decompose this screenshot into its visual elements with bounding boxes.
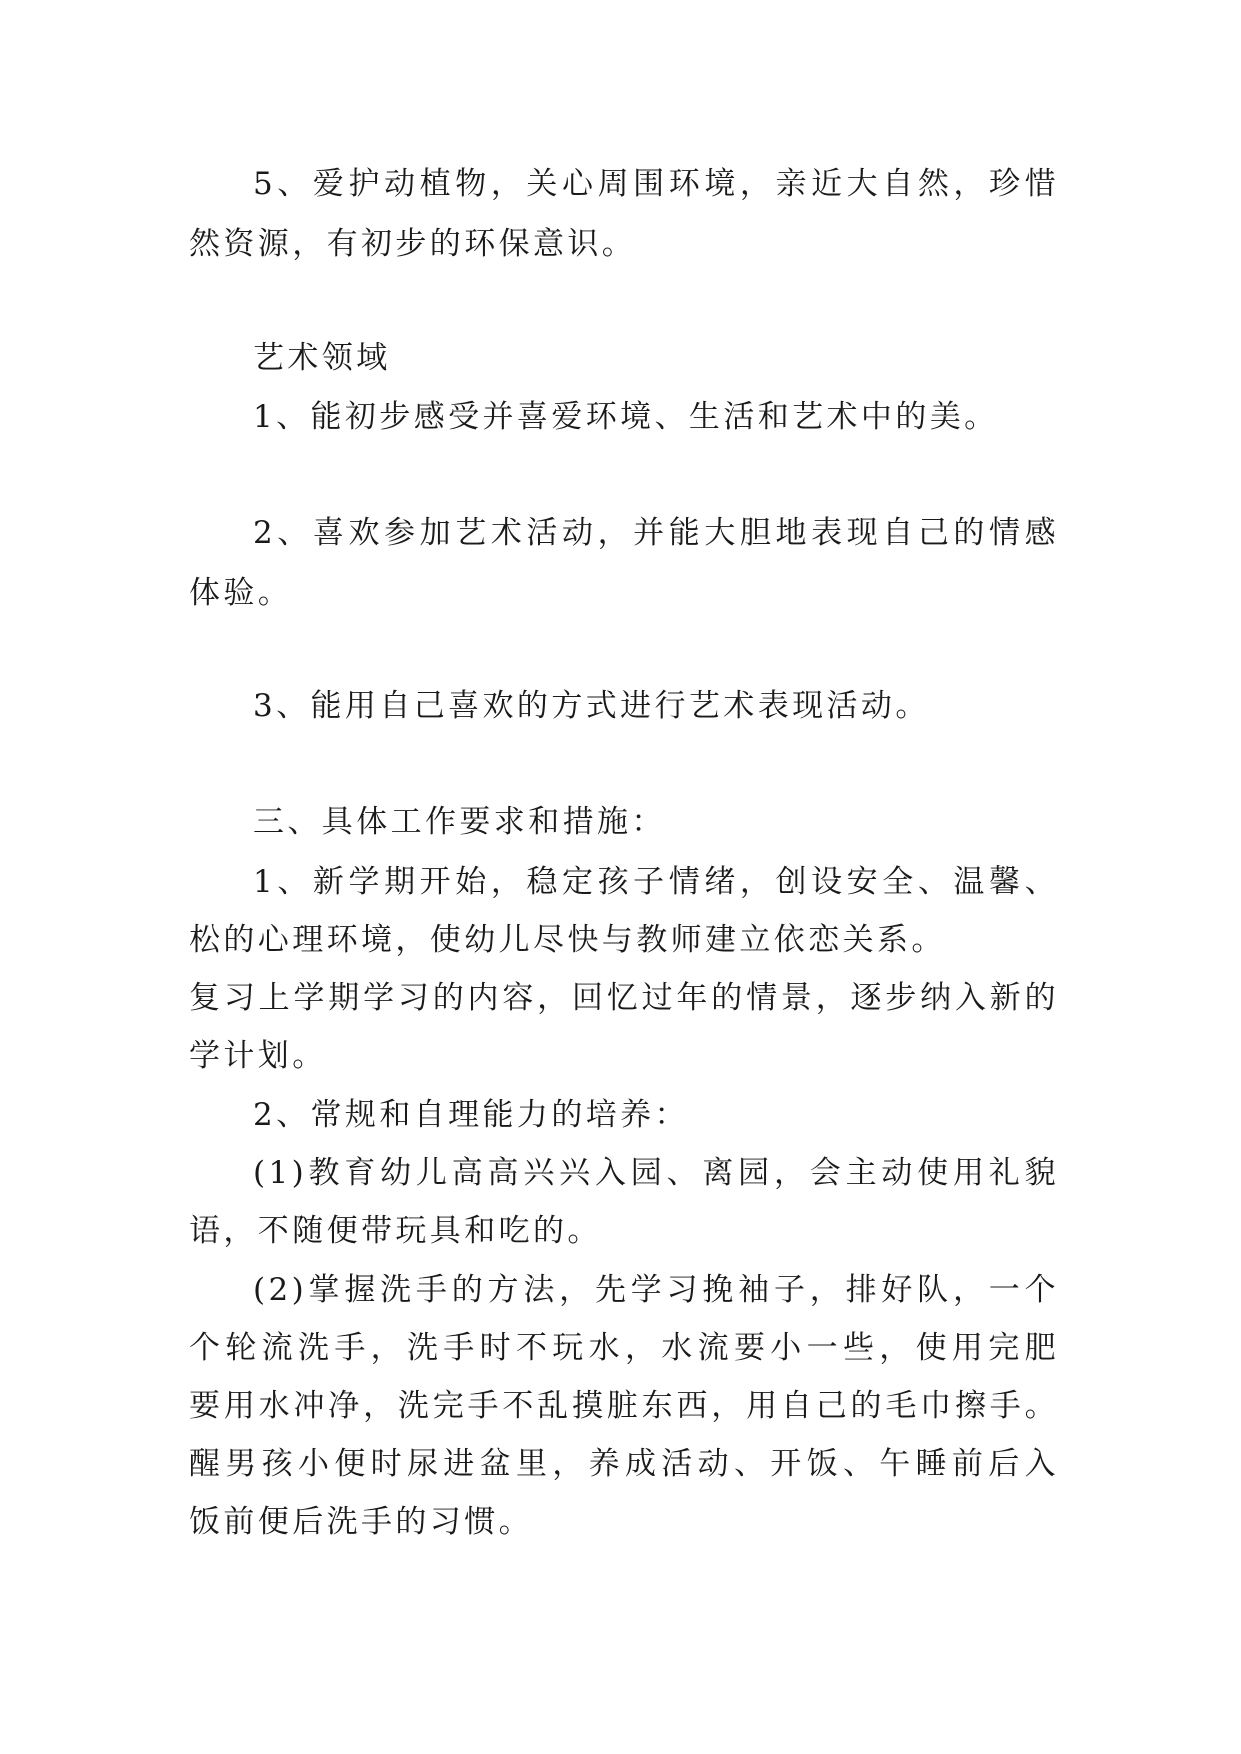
paragraph-line: 2、喜欢参加艺术活动，并能大胆地表现自己的情感	[253, 515, 1059, 551]
paragraph-line: 1、新学期开始，稳定孩子情绪，创设安全、温馨、	[253, 864, 1059, 900]
paragraph-line: 然资源，有初步的环保意识。	[189, 226, 637, 262]
paragraph-line: 复习上学期学习的内容，回忆过年的情景，逐步纳入新的	[189, 980, 1059, 1016]
paragraph-line: (1)教育幼儿高高兴兴入园、离园，会主动使用礼貌	[253, 1155, 1059, 1191]
paragraph-line: 饭前便后洗手的习惯。	[189, 1504, 533, 1540]
section-heading: 三、具体工作要求和措施：	[253, 804, 666, 840]
paragraph-line: 2、常规和自理能力的培养：	[253, 1097, 689, 1133]
paragraph-line: 语，不随便带玩具和吃的。	[189, 1213, 602, 1249]
paragraph-line: (2)掌握洗手的方法，先学习挽袖子，排好队，一个	[253, 1272, 1059, 1308]
paragraph-line: 个轮流洗手，洗手时不玩水，水流要小一些，使用完肥	[189, 1330, 1059, 1366]
paragraph-line: 1、能初步感受并喜爱环境、生活和艺术中的美。	[253, 399, 999, 435]
paragraph-line: 松的心理环境，使幼儿尽快与教师建立依恋关系。	[189, 922, 946, 958]
paragraph-line: 3、能用自己喜欢的方式进行艺术表现活动。	[253, 688, 930, 724]
paragraph-line: 要用水冲净，洗完手不乱摸脏东西，用自己的毛巾擦手。	[189, 1388, 1059, 1424]
section-heading: 艺术领域	[253, 340, 391, 376]
paragraph-line: 学计划。	[189, 1038, 327, 1074]
paragraph-line: 醒男孩小便时尿进盆里，养成活动、开饭、午睡前后入	[189, 1446, 1059, 1482]
paragraph-line: 体验。	[189, 575, 293, 611]
paragraph-line: 5、爱护动植物，关心周围环境，亲近大自然，珍惜	[253, 166, 1059, 202]
